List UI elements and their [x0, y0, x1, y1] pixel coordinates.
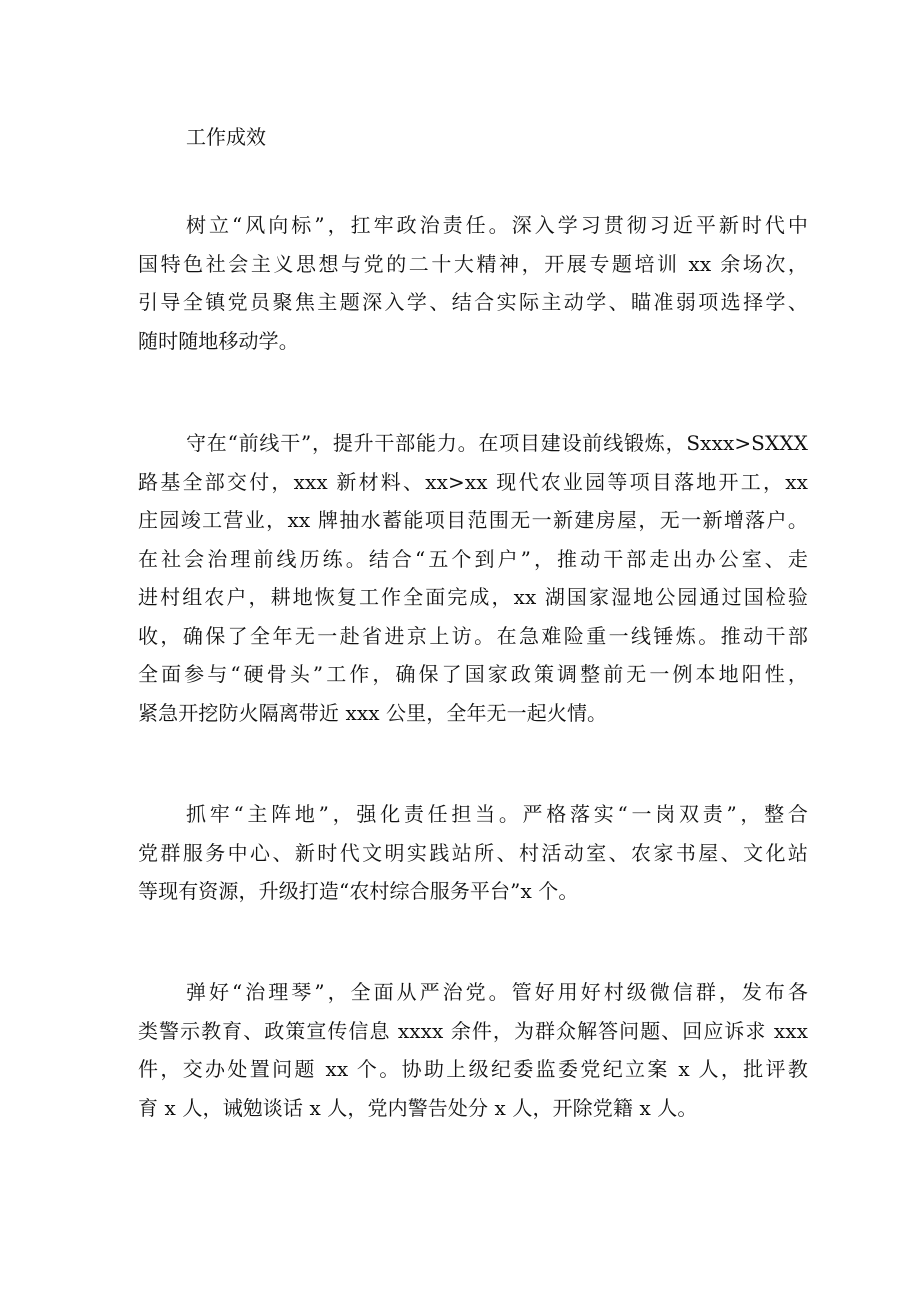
- paragraph-line: 紧急开挖防火隔离带近 xxx 公里，全年无一起火情。: [138, 700, 608, 725]
- paragraph-line: 弹好“治理琴”，全面从严治党。管好用好村级微信群，发布各: [186, 980, 808, 1004]
- paragraph-line: 进村组农户，耕地恢复工作全面完成，xx 湖国家湿地公园通过国检验: [138, 585, 808, 609]
- paragraph-line: 随时随地移动学。: [138, 328, 299, 353]
- section-heading: 工作成效: [186, 125, 266, 149]
- paragraph-position: [138, 795, 808, 911]
- paragraph-line: 全面参与“硬骨头”工作，确保了国家政策调整前无一例本地阳性，: [138, 662, 808, 686]
- paragraph-line: 引导全镇党员聚焦主题深入学、结合实际主动学、瞄准弱项选择学、: [138, 290, 808, 314]
- paragraph-line: 守在“前线干”，提升干部能力。在项目建设前线锻炼，Sxxx>SXXX: [186, 431, 808, 455]
- paragraph-line: 党群服务中心、新时代文明实践站所、村活动室、农家书屋、文化站: [138, 840, 808, 865]
- paragraph-frontline: [138, 424, 808, 732]
- paragraph-line: 件，交办处置问题 xx 个。协助上级纪委监委党纪立案 x 人，批评教: [138, 1057, 808, 1081]
- paragraph-line: 抓牢“主阵地”，强化责任担当。严格落实“一岗双责”，整合: [186, 802, 808, 826]
- paragraph-line: 路基全部交付，xxx 新材料、xx>xx 现代农业园等项目落地开工，xx: [138, 469, 808, 494]
- paragraph-line: 等现有资源，升级打造“农村综合服务平台”x 个。: [138, 879, 579, 903]
- paragraph-line: 育 x 人，诫勉谈话 x 人，党内警告处分 x 人，开除党籍 x 人。: [138, 1095, 698, 1120]
- paragraph-line: 类警示教育、政策宣传信息 xxxx 余件，为群众解答问题、回应诉求 xxx: [138, 1018, 808, 1043]
- paragraph-line: 收，确保了全年无一赴省进京上访。在急难险重一线锤炼。推动干部: [138, 623, 808, 648]
- paragraph-line: 树立“风向标”，扛牢政治责任。深入学习贯彻习近平新时代中: [186, 213, 808, 237]
- paragraph-governance: [138, 973, 808, 1127]
- paragraph-line: 庄园竣工营业，xx 牌抽水蓄能项目范围无一新建房屋，无一新增落户。: [138, 508, 808, 532]
- paragraph-ideology: [138, 206, 808, 360]
- paragraph-line: 国特色社会主义思想与党的二十大精神，开展专题培训 xx 余场次，: [138, 251, 808, 276]
- paragraph-line: 在社会治理前线历练。结合“五个到户”，推动干部走出办公室、走: [138, 546, 808, 571]
